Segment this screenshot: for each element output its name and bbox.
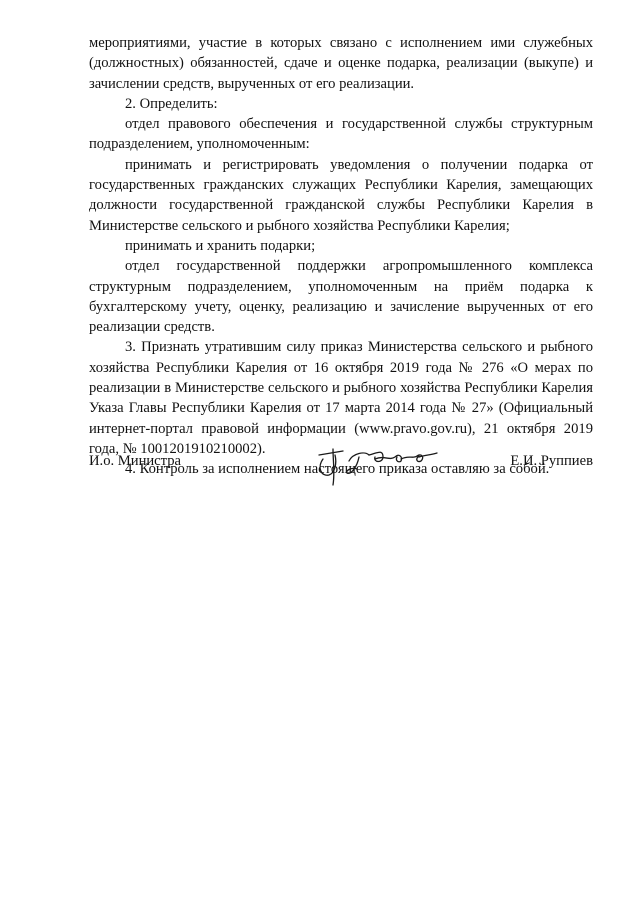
- paragraph-continuation: мероприятиями, участие в которых связано с исполнением ими служебных (должностных) обязанностей, сдаче и оценке подарка, реализации (выкупе) и зачислении средств, вырученных от его реализации.: [89, 35, 593, 92]
- signature-block: [89, 451, 593, 491]
- paragraph-legal-department: отдел правового обеспечения и государственной службы структурным подразделением, уполномоченным:: [89, 116, 593, 153]
- paragraph-agro-department: отдел государственной поддержки агропромышленного комплекса структурным подразделением, уполномоченным на приём подарка к бухгалтерскому учету, оценку, реализацию и зачисление вырученных от его реализации средств.: [89, 258, 593, 336]
- signatory-title: И.о. Министра: [89, 453, 181, 469]
- paragraph-register-notices: принимать и регистрировать уведомления о получении подарка от государственных гражданских служащих Республики Карелия, замещающих должности государственной гражданской службы Республики Карелия в Министерстве сельского и рыбного хозяйства Республики Карелия;: [89, 156, 593, 234]
- paragraph-item-2: 2. Определить:: [125, 95, 218, 112]
- paragraph-item-3: 3. Признать утратившим силу приказ Министерства сельского и рыбного хозяйства Республики Карелия от 16 октября 2019 года № 276 «О мерах по реализации в Министерстве сельского и рыбного хозяйства Республики Карелия Указа Главы Республики Карелия от 17 марта 2014 года № 27» (Официальный интернет-портал правовой информации (www.pravo.gov.ru), 21 октября 2019 года, № 1001201910210002).: [89, 339, 593, 457]
- document-body: [89, 33, 593, 480]
- paragraph-item-4: 4. Контроль за исполнением настоящего приказа оставляю за собой.: [125, 461, 550, 478]
- handwritten-signature: [313, 441, 441, 487]
- paragraph-store-gifts: принимать и хранить подарки;: [125, 237, 316, 254]
- signatory-name: Е.И. Руппиев: [510, 453, 593, 469]
